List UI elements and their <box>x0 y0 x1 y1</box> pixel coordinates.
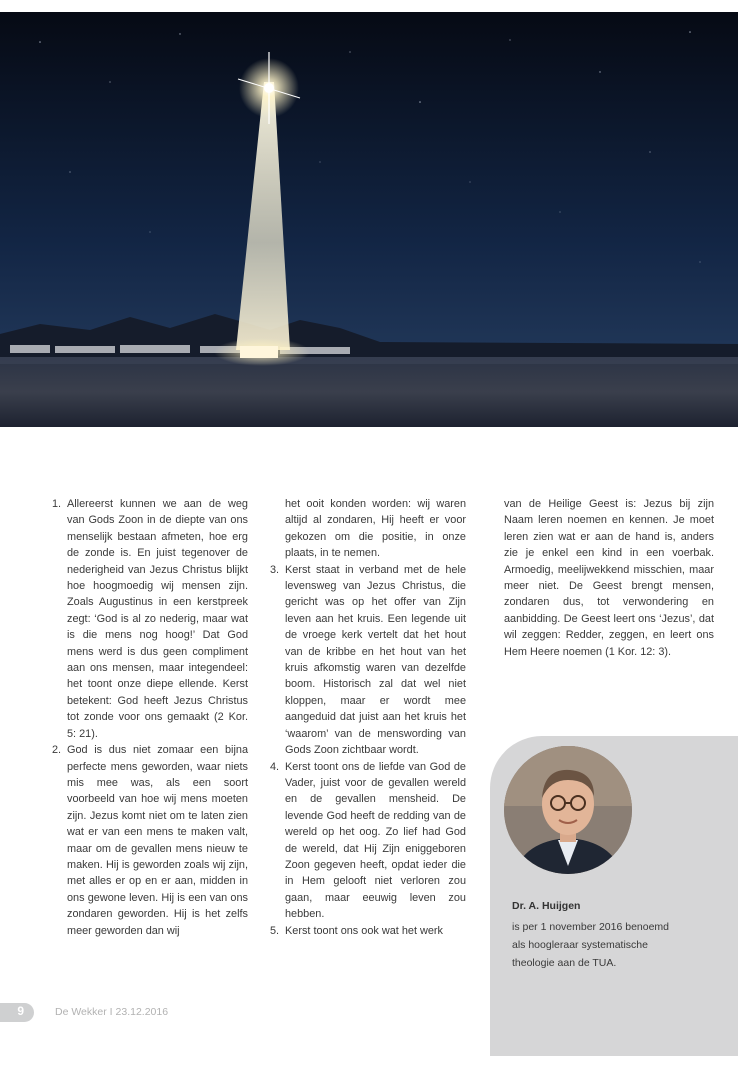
list-item <box>270 562 466 759</box>
page-number-tab <box>0 1003 34 1022</box>
list-item-text: Allereerst kunnen we aan de weg van Gods Zoon in de diepte van ons menselijk bestaan afmeten, hoe erg de zonde is. En juist tegenover de nederigheid van Jezus Christus blijkt hoe hoogmoedig wij mensen zijn. Zoals Augustinus in een kerstpreek zegt: ‘God is al zo nederig, maar wat is die mens nog hoog!’ Dat God mens werd is dus geen compliment aan ons mensen, maar integendeel: het toont onze diepe ellende. Kerst betekent: God heeft Jezus Christus tot zonde voor ons gemaakt (2 Kor. 5: 21). <box>67 498 248 740</box>
list-item-text: Kerst toont ons de liefde van God de Vader, juist voor de gevallen wereld en de gevallen mensheid. De levende God heeft de redding van de wereld op het oog. Zo lief had God de wereld, dat Hij Zijn eniggeboren Zoon gegeven heeft, opdat ieder die in Hem gelooft niet verloren zou gaan, maar eeuwig leven zou hebben. <box>285 760 466 921</box>
author-box <box>490 736 738 1056</box>
list-item-number: 4. <box>270 760 280 773</box>
publication-name: De Wekker <box>55 1006 107 1018</box>
issue-date: 23.12.2016 <box>115 1006 169 1018</box>
article-list <box>270 562 466 939</box>
list-item-text: Kerst toont ons ook wat het werk <box>285 924 443 937</box>
list-item <box>52 496 248 742</box>
list-item-continuation: het ooit konden worden: wij waren altijd al zondaren, Hij heeft er voor gekozen om die positie, in onze plaats, in te nemen. <box>285 498 466 560</box>
page-number: 9 <box>17 1004 24 1018</box>
list-item-number: 5. <box>270 924 280 937</box>
article-list <box>52 496 248 939</box>
hero-image <box>0 12 738 427</box>
avatar <box>504 746 632 874</box>
article-column-1 <box>52 496 248 939</box>
list-item-number: 1. <box>52 498 62 510</box>
nativity-star-image <box>0 12 738 427</box>
list-item <box>52 742 248 939</box>
article-column-3 <box>504 496 714 660</box>
footer-publication <box>55 1006 168 1018</box>
list-item-continuation: van de Heilige Geest is: Jezus bij zijn Naam leren noemen en kennen. Je moet leren zien wat er aan de hand is, anders zie je enkel een kind in een voerbak. Armoedig, meelijwekkend misschien, maar meer niet. De Geest brengt mensen, zondaren dus, tot verwondering en aanbidding. De Geest leert ons ‘Jezus’, dat wil zeggen: Redder, zeggen, en leert ons Hem Heere noemen (1 Kor. 12: 3). <box>504 498 714 658</box>
list-item-text: God is dus niet zomaar een bijna perfecte mens geworden, waar niets mis mee was, als een soort voorbeeld van hoe wij mens moeten zijn. Jezus komt niet om te laten zien wat er van een mens te maken valt, maar om de gevallen mens nieuw te maken. Hij is geworden zoals wij zijn, met alles er op en er aan, midden in ons gewone leven. Hij is een van ons zondaren geworden. Hij is het zelfs meer geworden dan wij <box>67 744 248 937</box>
author-portrait-image <box>504 746 632 874</box>
author-bio: is per 1 november 2016 benoemd als hoogleraar systematische theologie aan de TUA. <box>512 921 670 969</box>
list-item-number: 3. <box>270 563 280 576</box>
list-item <box>270 759 466 923</box>
list-item-number: 2. <box>52 744 62 757</box>
list-item-text: Kerst staat in verband met de hele levensweg van Jezus Christus, die gericht was op het offer van Zijn leven aan het kruis. Een legende uit de vroege kerk vertelt dat het hout van de kribbe en het hout van het kruis afkomstig waren van dezelfde boom. Historisch zal dat wel niet kloppen, maar er wordt mee aangeduid dat juist aan het kruis het ‘waarom’ van de menswording van Gods Zoon zichtbaar wordt. <box>285 563 466 757</box>
author-name: Dr. A. Huijgen <box>512 900 581 912</box>
footer-separator: I <box>109 1006 113 1018</box>
list-item <box>270 923 466 939</box>
article-column-2 <box>270 496 466 939</box>
